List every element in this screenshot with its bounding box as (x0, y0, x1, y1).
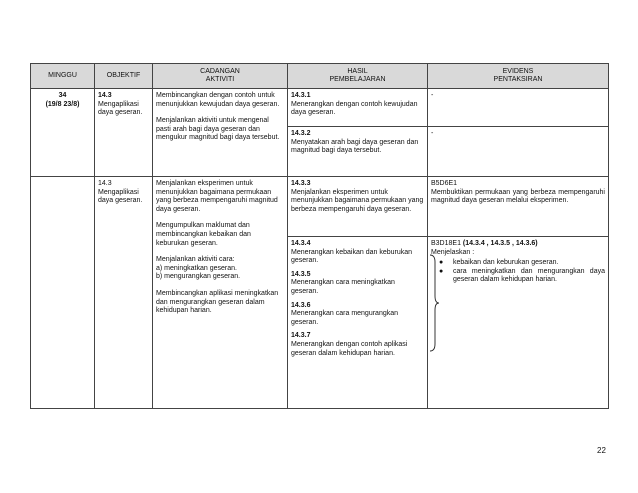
outcome-cell: 14.3.4 Menerangkan kebaikan dan keburukan geseran. 14.3.5 Menerangkan cara meningkatkan geseran. 14.3.6 Menerangkan cara mengurangkan geseran. 14.3.7 Menerangkan dengan contoh aplikasi geseran dalam kehidupan harian. (288, 237, 428, 409)
bullet-icon: ● (439, 267, 444, 275)
list-item: ● kebaikan dan keburukan geseran. (439, 259, 559, 267)
activity-cell: Menjalankan eksperimen untuk menunjukkan bagaimana permukaan yang berbeza mempengaruhi magnitud daya geseran. Mengumpulkan maklumat dan membincangkan kebaikan dan keburukan geseran. Menjalankan aktiviti cara: a) meningkatkan geseran. b) mengurangkan geseran. Membincangkan aplikasi meningkatkan dan mengurangkan geseran dalam kehidupan harian. (153, 177, 288, 409)
evidence-bullet-list (431, 259, 605, 285)
header-evidens-pentaksiran: EVIDENS PENTAKSIRAN (428, 64, 609, 89)
activity-cell: Membincangkan dengan contoh untuk menunjukkan kewujudan daya geseran. Menjalankan aktiviti untuk mengenal pasti arah bagi daya geseran dan mengukur magnitud bagi daya tersebut. (153, 89, 288, 177)
header-hasil-pembelajaran: HASIL PEMBELAJARAN (288, 64, 428, 89)
outcome-cell: 14.3.3 Menjalankan eksperimen untuk menunjukkan bagaimana permukaan yang berbeza mempengaruhi daya geseran. (288, 177, 428, 237)
list-item: ● cara meningkatkan dan mengurangkan daya geseran dalam kehidupan harian. (439, 267, 605, 284)
objective-cell: 14.3 Mengaplikasi daya geseran. (95, 89, 153, 177)
outcome-cell: 14.3.2 Menyatakan arah bagi daya geseran dan magnitud bagi daya tersebut. (288, 127, 428, 177)
curly-brace-icon (429, 254, 439, 352)
objective-cell: 14.3 Mengaplikasi daya geseran. (95, 177, 153, 409)
table-row (31, 177, 609, 237)
week-number: 34 (58, 92, 67, 99)
header-row (31, 64, 609, 89)
header-objektif: OBJEKTIF (95, 64, 153, 89)
lesson-plan-table (30, 63, 609, 409)
evidence-cell: - (428, 127, 609, 177)
evidence-cell: - (428, 89, 609, 127)
week-cell (31, 177, 95, 409)
header-minggu: MINGGU (31, 64, 95, 89)
table-row (31, 89, 609, 127)
evidence-cell: B5D6E1 Membuktikan permukaan yang berbeza mempengaruhi magnitud daya geseran melalui eksperimen. (428, 177, 609, 237)
header-cadangan-aktiviti: CADANGAN AKTIVITI (153, 64, 288, 89)
bullet-icon: ● (439, 259, 444, 267)
page-number: 22 (597, 446, 606, 455)
week-cell (31, 89, 95, 177)
outcome-cell: 14.3.1 Menerangkan dengan contoh kewujudan daya geseran. (288, 89, 428, 127)
evidence-cell: B3D18E1 (14.3.4 , 14.3.5 , 14.3.6) Menjelaskan : ● kebaikan dan keburukan geseran. ● cara meningkatkan dan mengurangkan daya geseran dalam kehidupan harian. (428, 237, 609, 409)
week-range: (19/8 23/8) (45, 100, 80, 108)
